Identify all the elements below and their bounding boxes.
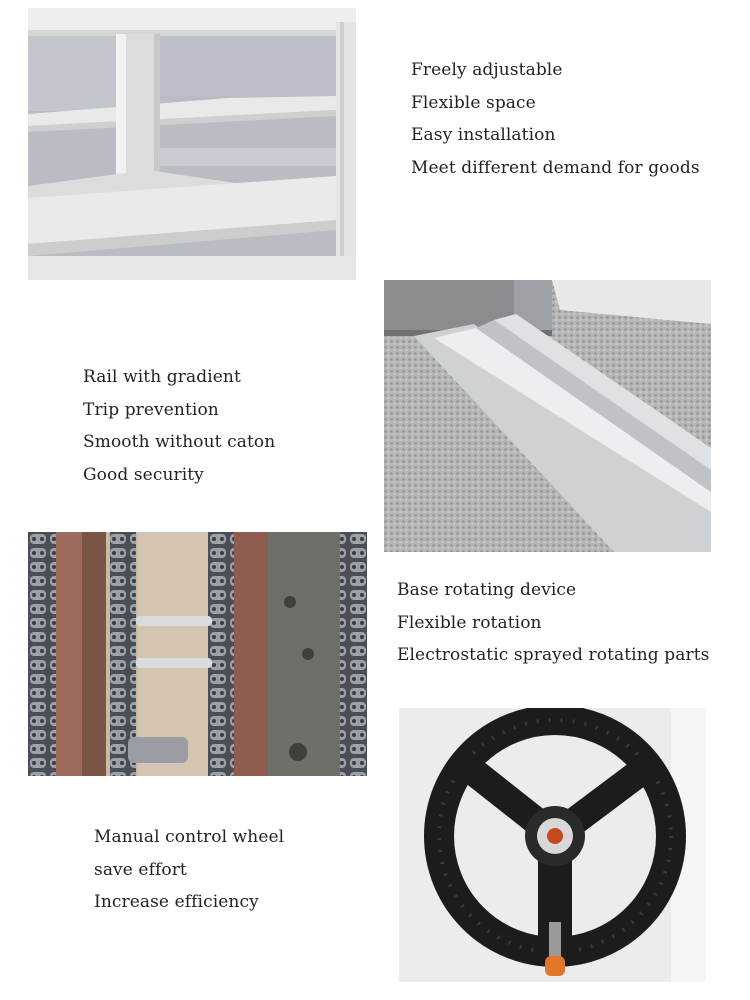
feature-line: Smooth without caton (83, 432, 276, 452)
feature-line: Manual control wheel (94, 827, 285, 847)
feature-line: Rail with gradient (83, 367, 241, 387)
wheel-features (94, 821, 284, 919)
feature-line: Meet different demand for goods (411, 157, 700, 178)
feature-line: Flexible rotation (397, 612, 542, 633)
feature-line: Freely adjustable (411, 60, 563, 80)
rail-features (83, 361, 275, 491)
feature-line: Good security (83, 464, 204, 485)
floor-rail-photo (384, 280, 711, 552)
shelving-features (411, 54, 700, 184)
hand-wheel-photo (399, 708, 706, 982)
feature-line: save effort (94, 859, 187, 880)
feature-line: Flexible space (411, 92, 536, 113)
feature-line: Base rotating device (397, 580, 577, 600)
chain-drive-photo (28, 532, 367, 776)
metal-shelving-photo (28, 8, 356, 280)
feature-line: Electrostatic sprayed rotating parts (397, 645, 710, 665)
feature-line: Trip prevention (83, 399, 219, 420)
feature-line: Increase efficiency (94, 892, 259, 912)
feature-line: Easy installation (411, 125, 556, 145)
rotation-features (397, 574, 709, 672)
